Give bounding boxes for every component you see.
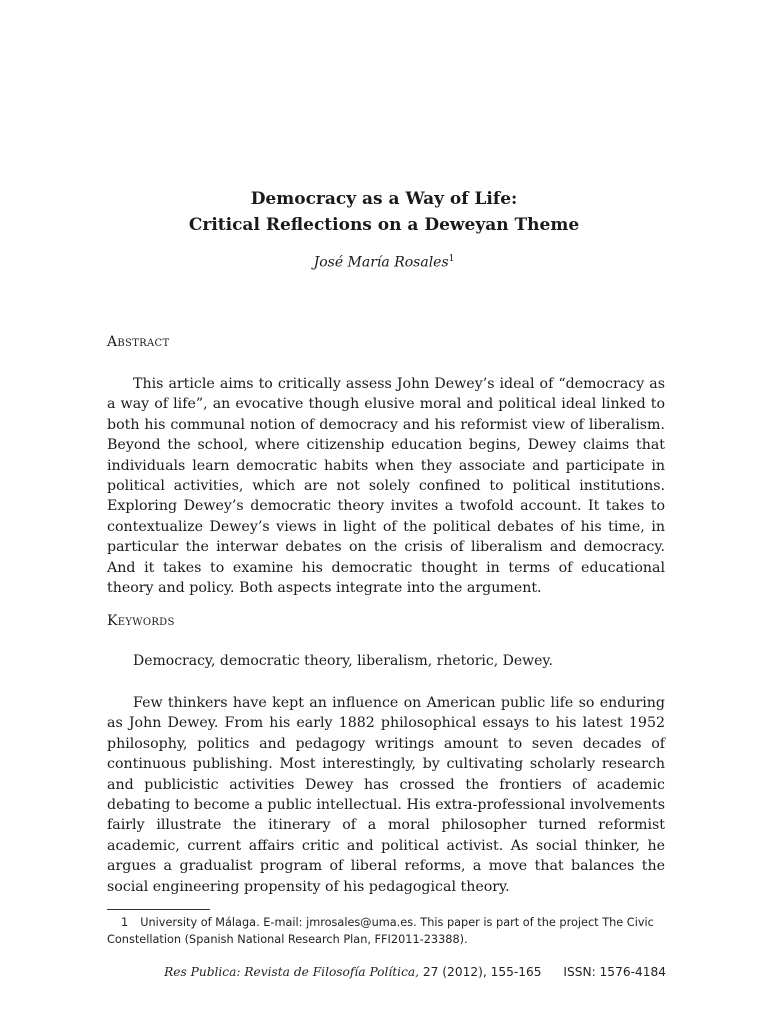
footnote-text: University of Málaga. E-mail: jmrosales@uma.es. This paper is part of the project The Civic Constellation (Spanish National Research Plan, FFI2011-23388). [107,916,654,946]
abstract-heading: Abstract [107,334,170,350]
body-paragraph: Few thinkers have kept an influence on American public life so enduring as John Dewey. From his early 1882 philosophical essays to his latest 1952 philosophy, politics and pedagogy writings amount to seven decades of continuous publishing. Most interestingly, by cultivating scholarly research and publicistic activities Dewey has crossed the frontiers of academic debating to become a public intellectual. His extra-professional involvements fairly illustrate the itinerary of a moral philosopher turned reformist academic, current affairs critic and political activist. As social thinker, he argues a gradualist program of liberal reforms, a move that balances the social engineering propensity of his pedagogical theory. [107,695,665,895]
title-line-2: Critical Reflections on a Deweyan Theme [188,215,580,235]
footnote-number: 1 [121,916,129,929]
footer-citation: 27 (2012), 155-165 [422,965,542,979]
footnote-divider [107,909,210,910]
author-name [0,254,768,271]
author-text: José María Rosales [313,254,449,271]
author-footnote-marker: 1 [448,254,455,264]
page-footer [164,965,666,979]
abstract-paragraph: This article aims to critically assess John Dewey’s ideal of “democracy as a way of life”, an evocative though elusive moral and political ideal linked to both his communal notion of democracy and his reformist view of liberalism. Beyond the school, where citizenship education begins, Dewey claims that individuals learn democratic habits when they associate and participate in political activities, which are not solely confined to political institutions. Exploring Dewey’s democratic theory invites a twofold account. It takes to contextualize Dewey’s views in light of the political debates of his time, in particular the interwar debates on the crisis of liberalism and democracy. And it takes to examine his democratic thought in terms of educational theory and policy. Both aspects integrate into the argument. [107,376,665,597]
keywords-heading: Keywords [107,613,175,629]
footnote [107,914,667,948]
title-line-1: Democracy as a Way of Life: [250,189,518,209]
footer-journal: Res Publica: Revista de Filosofía Política, [164,965,420,979]
footer-issn: ISSN: 1576-4184 [563,965,666,979]
article-title [0,186,768,238]
keywords-list: Democracy, democratic theory, liberalism, rhetoric, Dewey. [133,653,553,669]
